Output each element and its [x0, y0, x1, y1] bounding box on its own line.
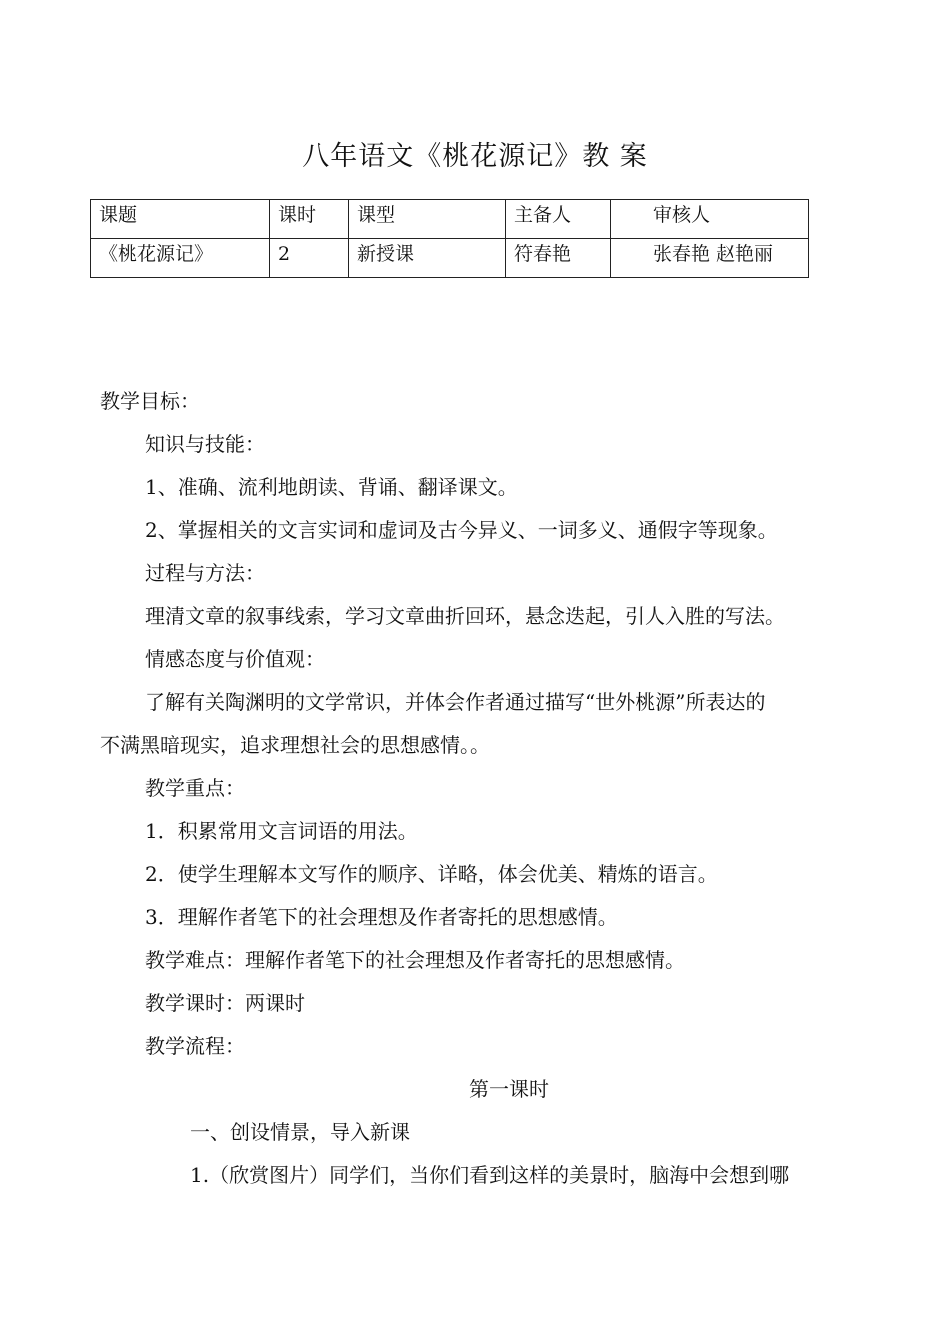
- emotion-heading: 情感态度与价值观：: [145, 647, 325, 671]
- table-header-cell: 课时: [270, 200, 349, 239]
- table-row: [91, 239, 809, 278]
- flow-heading: 教学流程：: [145, 1034, 245, 1058]
- table-cell: 符春艳: [506, 239, 611, 278]
- table-header-cell: 审核人: [611, 200, 809, 239]
- step-item: 1.（欣赏图片）同学们，当你们看到这样的美景时，脑海中会想到哪: [190, 1163, 790, 1187]
- emotion-item-continued: 不满黑暗现实，追求理想社会的思想感情。。: [100, 733, 490, 757]
- lesson-info-table: [90, 199, 809, 278]
- table-cell: 2: [270, 239, 349, 278]
- step-heading: 一、创设情景，导入新课: [190, 1120, 410, 1144]
- table-header-cell: 课题: [91, 200, 270, 239]
- key-heading: 教学重点：: [145, 776, 245, 800]
- hours-line: 教学课时：两课时: [145, 991, 305, 1015]
- process-heading: 过程与方法：: [145, 561, 265, 585]
- key-item: 1．积累常用文言词语的用法。: [145, 819, 418, 843]
- goals-heading: 教学目标：: [100, 389, 200, 413]
- table-header-cell: 课型: [349, 200, 506, 239]
- table-cell: 张春艳 赵艳丽: [611, 239, 809, 278]
- page-title: 八年语文《桃花源记》教 案: [302, 141, 648, 172]
- knowledge-item: 1、准确、流利地朗读、背诵、翻译课文。: [145, 475, 518, 499]
- table-cell: 《桃花源记》: [91, 239, 270, 278]
- key-item: 2．使学生理解本文写作的顺序、详略，体会优美、精炼的语言。: [145, 862, 718, 886]
- process-item: 理清文章的叙事线索，学习文章曲折回环，悬念迭起，引人入胜的写法。: [145, 604, 785, 628]
- table-header-cell: 主备人: [506, 200, 611, 239]
- knowledge-heading: 知识与技能：: [145, 432, 265, 456]
- difficulty-line: 教学难点：理解作者笔下的社会理想及作者寄托的思想感情。: [145, 948, 685, 972]
- emotion-item: 了解有关陶渊明的文学常识，并体会作者通过描写“世外桃源”所表达的: [145, 690, 766, 714]
- table-cell: 新授课: [349, 239, 506, 278]
- lesson-heading: 第一课时: [469, 1077, 549, 1101]
- knowledge-item: 2、掌握相关的文言实词和虚词及古今异义、一词多义、通假字等现象。: [145, 518, 778, 542]
- key-item: 3．理解作者笔下的社会理想及作者寄托的思想感情。: [145, 905, 618, 929]
- table-header-row: [91, 200, 809, 239]
